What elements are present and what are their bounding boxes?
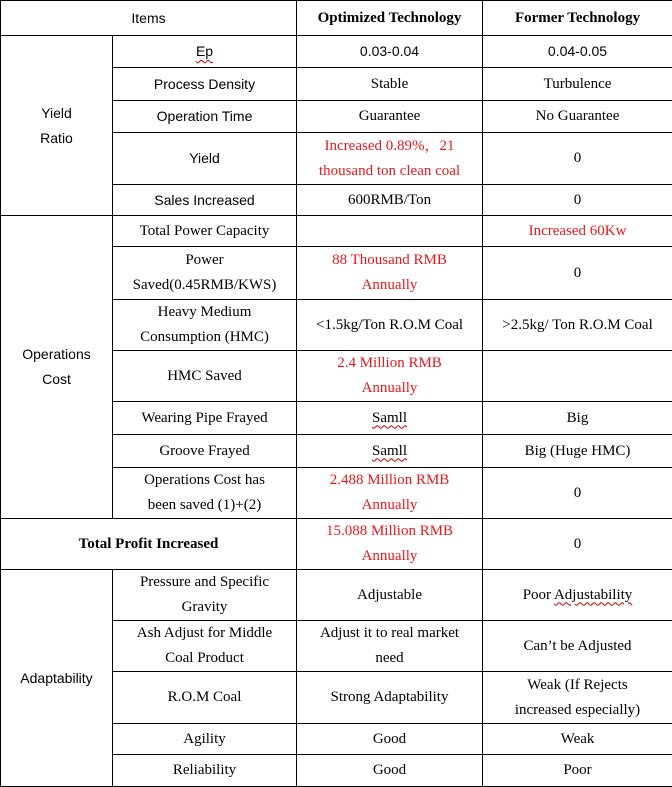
total-profit-label: Total Profit Increased	[1, 519, 297, 570]
group-operations-cost	[1, 216, 113, 519]
hmc-saved-optimized	[297, 351, 483, 402]
power-saved-optimized-line1: 88 Thousand RMB	[300, 248, 479, 273]
process-density-former: Turbulence	[483, 68, 672, 101]
item-ash-adjust-line1: Ash Adjust for Middle	[116, 621, 293, 646]
agility-optimized: Good	[297, 724, 483, 755]
rom-coal-former-line2: increased especially)	[486, 698, 669, 723]
item-total-power: Total Power Capacity	[113, 216, 297, 247]
hmc-saved-former	[483, 351, 672, 402]
reliability-former: Poor	[483, 755, 672, 787]
item-ash-adjust-line2: Coal Product	[116, 646, 293, 671]
hmc-saved-optimized-line2: Annually	[300, 376, 479, 401]
header-row	[1, 1, 672, 36]
item-ep-text: Ep	[196, 43, 213, 59]
item-ops-cost-saved-line2: been saved (1)+(2)	[116, 493, 293, 518]
group-yield-ratio	[1, 36, 113, 216]
item-process-density: Process Density	[113, 68, 297, 101]
item-wearing-pipe: Wearing Pipe Frayed	[113, 402, 297, 435]
groove-frayed-former: Big (Huge HMC)	[483, 435, 672, 468]
item-pressure-line2: Gravity	[116, 595, 293, 620]
operation-time-optimized: Guarantee	[297, 101, 483, 133]
group-operations-line1: Operations	[4, 342, 109, 367]
hmc-optimized: <1.5kg/Ton R.O.M Coal	[297, 300, 483, 351]
item-groove-frayed: Groove Frayed	[113, 435, 297, 468]
total-power-former: Increased 60Kw	[483, 216, 672, 247]
row-ep	[1, 36, 672, 68]
sales-increased-former: 0	[483, 185, 672, 216]
power-saved-optimized-line2: Annually	[300, 273, 479, 298]
item-ep	[113, 36, 297, 68]
item-pressure	[113, 570, 297, 621]
rom-coal-former-line1: Weak (If Rejects	[486, 673, 669, 698]
header-optimized: Optimized Technology	[297, 1, 483, 36]
item-reliability: Reliability	[113, 755, 297, 787]
total-profit-optimized	[297, 519, 483, 570]
item-ops-cost-saved	[113, 468, 297, 519]
item-hmc-line1: Heavy Medium	[116, 300, 293, 325]
row-total-power	[1, 216, 672, 247]
groove-frayed-optimized-text: Samll	[372, 443, 407, 459]
sales-increased-optimized: 600RMB/Ton	[297, 185, 483, 216]
yield-former: 0	[483, 133, 672, 185]
item-operation-time: Operation Time	[113, 101, 297, 133]
reliability-optimized: Good	[297, 755, 483, 787]
ash-adjust-optimized	[297, 621, 483, 672]
yield-optimized	[297, 133, 483, 185]
item-power-saved	[113, 247, 297, 300]
row-total-profit	[1, 519, 672, 570]
group-operations-line2: Cost	[4, 367, 109, 392]
ops-cost-saved-optimized-line2: Annually	[300, 493, 479, 518]
hmc-former: >2.5kg/ Ton R.O.M Coal	[483, 300, 672, 351]
yield-optimized-line1: Increased 0.89%，21	[300, 134, 479, 159]
total-profit-optimized-line1: 15.088 Million RMB	[300, 519, 479, 544]
power-saved-optimized	[297, 247, 483, 300]
total-profit-former: 0	[483, 519, 672, 570]
pressure-optimized: Adjustable	[297, 570, 483, 621]
item-hmc-line2: Consumption (HMC)	[116, 325, 293, 350]
item-power-saved-line2: Saved(0.45RMB/KWS)	[116, 273, 293, 298]
group-adaptability: Adaptability	[1, 570, 113, 787]
item-power-saved-line1: Power	[116, 248, 293, 273]
operation-time-former: No Guarantee	[483, 101, 672, 133]
item-yield: Yield	[113, 133, 297, 185]
item-ops-cost-saved-line1: Operations Cost has	[116, 468, 293, 493]
groove-frayed-optimized	[297, 435, 483, 468]
wearing-pipe-optimized	[297, 402, 483, 435]
ash-adjust-former: Can’t be Adjusted	[483, 621, 672, 672]
header-items: Items	[1, 1, 297, 36]
item-pressure-line1: Pressure and Specific	[116, 570, 293, 595]
header-former: Former Technology	[483, 1, 672, 36]
item-sales-increased: Sales Increased	[113, 185, 297, 216]
ops-cost-saved-optimized	[297, 468, 483, 519]
yield-optimized-line2: thousand ton clean coal	[300, 159, 479, 184]
rom-coal-optimized: Strong Adaptability	[297, 672, 483, 724]
pressure-former-text1: Poor	[523, 587, 554, 603]
ash-adjust-optimized-line2: need	[300, 646, 479, 671]
pressure-former-text2: Adjustability	[554, 587, 632, 603]
total-power-optimized	[297, 216, 483, 247]
item-hmc	[113, 300, 297, 351]
item-hmc-saved: HMC Saved	[113, 351, 297, 402]
item-rom-coal: R.O.M Coal	[113, 672, 297, 724]
ops-cost-saved-optimized-line1: 2.488 Million RMB	[300, 468, 479, 493]
group-yield-line1: Yield	[4, 101, 109, 126]
process-density-optimized: Stable	[297, 68, 483, 101]
power-saved-former: 0	[483, 247, 672, 300]
group-yield-line2: Ratio	[4, 126, 109, 151]
total-profit-optimized-line2: Annually	[300, 544, 479, 569]
rom-coal-former	[483, 672, 672, 724]
wearing-pipe-former: Big	[483, 402, 672, 435]
ep-former: 0.04-0.05	[483, 36, 672, 68]
wearing-pipe-optimized-text: Samll	[372, 410, 407, 426]
pressure-former	[483, 570, 672, 621]
ops-cost-saved-former: 0	[483, 468, 672, 519]
item-agility: Agility	[113, 724, 297, 755]
row-pressure	[1, 570, 672, 621]
agility-former: Weak	[483, 724, 672, 755]
ash-adjust-optimized-line1: Adjust it to real market	[300, 621, 479, 646]
item-ash-adjust	[113, 621, 297, 672]
hmc-saved-optimized-line1: 2.4 Million RMB	[300, 351, 479, 376]
ep-optimized: 0.03-0.04	[297, 36, 483, 68]
